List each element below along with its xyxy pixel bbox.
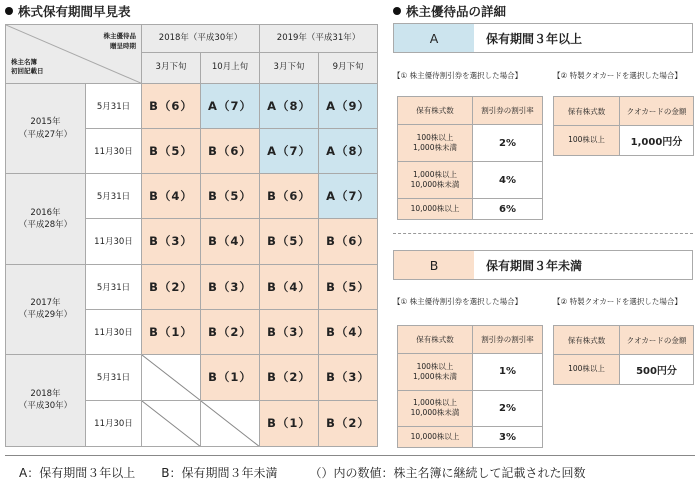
discount-rate: 1% <box>473 354 543 391</box>
empty-cell <box>201 400 260 446</box>
discount-table-b <box>397 325 543 448</box>
shares-range: 10,000株以上 <box>398 427 473 448</box>
benefit-a-label: 保有期間３年以上 <box>474 24 692 52</box>
benefit-cell: B（2） <box>201 309 260 354</box>
benefit-cell: B（3） <box>319 354 378 400</box>
column-header: 10月上旬 <box>201 53 260 84</box>
year-label: 2018年 （平成30年） <box>6 354 86 446</box>
legend-footer <box>5 455 695 489</box>
shares-range: 100株以上 1,000株未満 <box>398 125 473 162</box>
benefit-cell: B（6） <box>201 129 260 174</box>
diagonal-line <box>142 355 200 400</box>
record-date: 11月30日 <box>86 129 142 174</box>
benefit-cell: B（1） <box>201 354 260 400</box>
diagonal-line <box>142 401 200 446</box>
record-date: 11月30日 <box>86 219 142 264</box>
column-header: 割引券の割引率 <box>473 97 543 125</box>
benefit-a-key: A <box>394 24 474 52</box>
table-row <box>398 125 543 162</box>
year-label: 2016年 （平成28年） <box>6 174 86 264</box>
quo-amount: 500円分 <box>620 355 694 385</box>
benefit-cell: B（5） <box>260 219 319 264</box>
benefit-cell: B（6） <box>142 84 201 129</box>
benefit-b-key: B <box>394 251 474 279</box>
quo-table-b <box>553 325 694 385</box>
benefit-cell: A（7） <box>260 129 319 174</box>
table-row <box>398 390 543 427</box>
record-date: 5月31日 <box>86 264 142 309</box>
benefits-title-text: 株主優待品の詳細 <box>406 4 507 19</box>
benefit-cell: A（7） <box>201 84 260 129</box>
column-header: 保有株式数 <box>554 97 620 126</box>
benefit-cell: A（9） <box>319 84 378 129</box>
shares-range: 100株以上 1,000株未満 <box>398 354 473 391</box>
quo-amount: 1,000円分 <box>620 126 694 156</box>
section-divider <box>393 233 693 234</box>
benefit-cell: B（5） <box>201 174 260 219</box>
table-row <box>6 354 378 400</box>
shares-range: 1,000株以上 10,000株未満 <box>398 162 473 199</box>
benefit-cell: B（4） <box>201 219 260 264</box>
shares-range: 100株以上 <box>554 355 620 385</box>
corner-label-registry: 株主名簿 初回記載日 <box>11 57 44 76</box>
shares-range: 1,000株以上 10,000株未満 <box>398 390 473 427</box>
benefit-cell: A（7） <box>319 174 378 219</box>
table-row <box>398 162 543 199</box>
benefit-cell: B（4） <box>319 309 378 354</box>
holding-table-title <box>5 2 131 20</box>
benefit-cell: B（3） <box>260 309 319 354</box>
record-date: 11月30日 <box>86 309 142 354</box>
legend-a: A：保有期間３年以上 <box>19 466 136 480</box>
record-date: 11月30日 <box>86 400 142 446</box>
benefit-cell: A（8） <box>319 129 378 174</box>
benefit-cell: B（2） <box>260 354 319 400</box>
column-header: クオカードの金額 <box>620 326 694 355</box>
benefit-cell: B（4） <box>260 264 319 309</box>
benefit-cell: B（2） <box>319 400 378 446</box>
table-row <box>398 354 543 391</box>
record-date: 5月31日 <box>86 174 142 219</box>
benefit-cell: B（2） <box>142 264 201 309</box>
benefit-cell: B（6） <box>260 174 319 219</box>
benefits-title <box>393 2 506 20</box>
option-quo-label: 【② 特製クオカードを選択した場合】 <box>553 71 682 80</box>
bullet-icon <box>393 7 401 15</box>
year-label: 2017年 （平成29年） <box>6 264 86 354</box>
year-label: 2015年 （平成27年） <box>6 84 86 174</box>
benefit-cell: B（3） <box>142 219 201 264</box>
column-header: クオカードの金額 <box>620 97 694 126</box>
discount-rate: 2% <box>473 390 543 427</box>
option-discount-label: 【① 株主優待割引券を選択した場合】 <box>393 71 523 80</box>
benefit-b-label: 保有期間３年未満 <box>474 251 692 279</box>
header-corner <box>6 25 142 84</box>
benefit-b-header <box>393 250 693 280</box>
benefit-cell: B（1） <box>142 309 201 354</box>
column-header: 3月下旬 <box>260 53 319 84</box>
record-date: 5月31日 <box>86 84 142 129</box>
empty-cell <box>142 400 201 446</box>
benefit-cell: B（5） <box>319 264 378 309</box>
corner-label-distribution: 株主優待品 贈呈時期 <box>103 32 136 50</box>
discount-rate: 3% <box>473 427 543 448</box>
discount-table-a <box>397 96 543 220</box>
holding-period-table <box>5 24 378 447</box>
option-quo-label: 【② 特製クオカードを選択した場合】 <box>553 297 682 306</box>
benefit-cell: B（6） <box>319 219 378 264</box>
discount-rate: 2% <box>473 125 543 162</box>
legend-b: B：保有期間３年未満 <box>161 466 278 480</box>
benefit-a-header <box>393 23 693 53</box>
quo-table-a <box>553 96 694 156</box>
column-header: 保有株式数 <box>398 97 473 125</box>
shares-range: 10,000株以上 <box>398 199 473 220</box>
discount-rate: 6% <box>473 199 543 220</box>
table-row <box>398 427 543 448</box>
table-row <box>6 264 378 309</box>
holding-table-title-text: 株式保有期間早見表 <box>18 4 131 19</box>
bullet-icon <box>5 7 13 15</box>
column-header: 保有株式数 <box>398 326 473 354</box>
column-header: 割引券の割引率 <box>473 326 543 354</box>
discount-rate: 4% <box>473 162 543 199</box>
benefit-cell: B（5） <box>142 129 201 174</box>
table-row <box>6 84 378 129</box>
period-header: 2018年（平成30年） <box>142 25 260 53</box>
legend-note: （）内の数値：株主名簿に継続して記載された回数 <box>309 466 586 480</box>
empty-cell <box>142 354 201 400</box>
record-date: 5月31日 <box>86 354 142 400</box>
column-header: 3月下旬 <box>142 53 201 84</box>
table-row <box>554 355 694 385</box>
benefit-cell: B（1） <box>260 400 319 446</box>
table-row <box>554 126 694 156</box>
diagonal-line <box>201 401 259 446</box>
benefit-cell: B（3） <box>201 264 260 309</box>
table-row <box>398 199 543 220</box>
benefit-cell: A（8） <box>260 84 319 129</box>
column-header: 9月下旬 <box>319 53 378 84</box>
table-row <box>6 174 378 219</box>
period-header: 2019年（平成31年） <box>260 25 378 53</box>
shares-range: 100株以上 <box>554 126 620 156</box>
benefit-cell: B（4） <box>142 174 201 219</box>
column-header: 保有株式数 <box>554 326 620 355</box>
option-discount-label: 【① 株主優待割引券を選択した場合】 <box>393 297 523 306</box>
